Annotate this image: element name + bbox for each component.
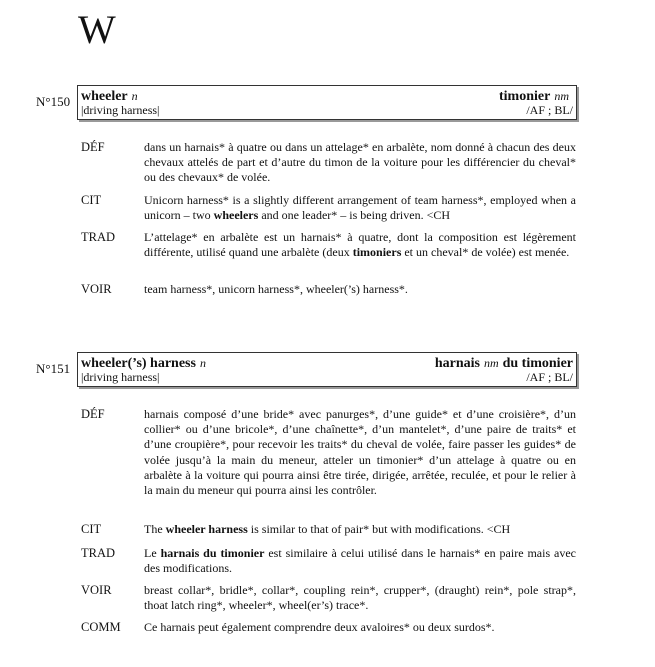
source-label: /AF ; BL/ xyxy=(526,103,573,117)
term-header xyxy=(77,85,577,120)
entry-number: N°150 xyxy=(36,94,71,109)
field-text: Le harnais du timonier est similaire à celui utilisé dans le harnais* en paire mais avec des modifications. xyxy=(144,546,577,576)
field-label: VOIR xyxy=(81,282,112,296)
term-french-rest: du timonier xyxy=(502,356,573,371)
term-header xyxy=(77,352,577,387)
field-label: TRAD xyxy=(81,230,116,244)
field-label: VOIR xyxy=(81,583,112,597)
domain-label: |driving harness| xyxy=(81,103,160,117)
field-text: breast collar*, bridle*, collar*, coupling rein*, crupper*, (draught) rein*, pole strap*, thoat latch ring*, wheeler*, wheel(er’s) trace*. xyxy=(144,583,576,613)
source-label: /AF ; BL/ xyxy=(526,370,573,384)
field-text: harnais composé d’une bride* avec panurges*, d’une guide* et d’une croisière*, d’un collier* ou d’une bricole*, d’une chaînette*, d’un mantelet*, d’une paire de traits* et d’une croupière*, pour recevoir les traits* du cheval de volée, faire passer les guides* de volée jusqu’à la main du meneur, atteler un timonier* d’un attelage à quatre ou en arbalète à la voiture qui pourra ainsi être tirée, dirigée, arrêtée, reculée, et pour le relier à la main du meneur qui pourra ainsi les contrôler. xyxy=(144,407,576,498)
section-letter: W xyxy=(78,7,116,52)
field-text: Unicorn harness* is a slightly different arrangement of team harness*, employed when a unicorn – two wheelers and one leader* – is being driven. <CH xyxy=(144,193,576,223)
field-text: Ce harnais peut également comprendre deux avaloires* ou deux surdos*. xyxy=(144,620,495,634)
field-label: DÉF xyxy=(81,140,105,154)
field-label: CIT xyxy=(81,193,102,207)
term-french-text: timonier xyxy=(499,89,551,104)
entry-number: N°151 xyxy=(36,361,71,376)
domain-label: |driving harness| xyxy=(81,370,160,384)
pos-french: nm xyxy=(554,89,569,103)
term-english-text: wheeler(’s) harness xyxy=(81,356,196,371)
field-label: COMM xyxy=(81,620,121,634)
field-text: The wheeler harness is similar to that of pair* but with modifications. <CH xyxy=(144,522,511,536)
field-text: team harness*, unicorn harness*, wheeler(’s) harness*. xyxy=(144,282,408,296)
pos-english: n xyxy=(131,89,138,103)
term-french-text: harnais xyxy=(434,356,480,371)
term-english-text: wheeler xyxy=(81,89,128,104)
pos-english: n xyxy=(199,356,206,370)
field-label: TRAD xyxy=(81,546,116,560)
pos-french: nm xyxy=(483,356,499,370)
field-text: dans un harnais* à quatre ou dans un attelage* en arbalète, nom donné à chacun des deux chevaux attelés de part et d’autre du timon de la voiture pour les différencier du cheval* ou des chevaux* de volée. xyxy=(144,140,576,185)
field-label: DÉF xyxy=(81,407,105,421)
field-label: CIT xyxy=(81,522,102,536)
field-text: L’attelage* en arbalète est un harnais* à quatre, dont la composition est légèrement différente, utilisé quand une arbalète (deux timoniers et un cheval* de volée) est menée. xyxy=(144,230,576,260)
